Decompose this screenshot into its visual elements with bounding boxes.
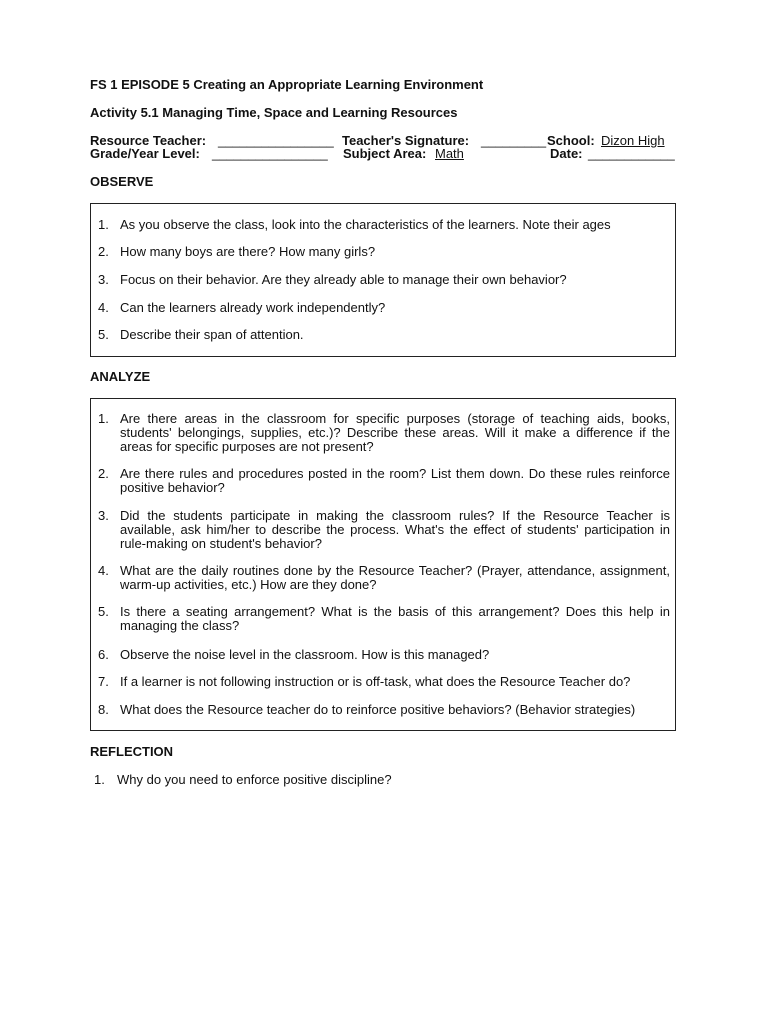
item-number: 2. — [98, 244, 109, 259]
item-text: Are there rules and procedures posted in the room? List them down. Do these rules reinforce positive behavior? — [120, 466, 670, 495]
grade-label: Grade/Year Level: — [90, 146, 200, 161]
reflection-heading: REFLECTION — [90, 744, 174, 759]
item-text: Is there a seating arrangement? What is the basis of this arrangement? Does this help in managing the class? — [120, 604, 670, 633]
document-title: FS 1 EPISODE 5 Creating an Appropriate Learning Environment — [90, 77, 484, 92]
item-number: 3. — [98, 272, 109, 287]
activity-title: Activity 5.1 Managing Time, Space and Learning Resources — [90, 105, 458, 120]
item-text: Focus on their behavior. Are they already able to manage their own behavior? — [120, 272, 567, 287]
signature-label: Teacher's Signature: — [342, 133, 470, 148]
analyze-box — [90, 398, 676, 731]
item-number: 1. — [98, 411, 109, 426]
resource-teacher-label: Resource Teacher: — [90, 133, 207, 148]
school-value: Dizon High — [601, 133, 665, 148]
item-text: What are the daily routines done by the Resource Teacher? (Prayer, attendance, assignment, warm-up activities, etc.) How are they done? — [120, 563, 670, 592]
item-text: How many boys are there? How many girls? — [120, 244, 376, 259]
item-text: As you observe the class, look into the characteristics of the learners. Note their ages — [120, 217, 611, 232]
date-blank: ____________ — [588, 146, 675, 161]
school-label: School: — [547, 133, 595, 148]
date-label: Date: — [550, 146, 583, 161]
subject-label: Subject Area: — [343, 146, 427, 161]
subject-value: Math — [435, 146, 464, 161]
item-number: 3. — [98, 508, 109, 523]
item-number: 5. — [98, 604, 109, 619]
item-number: 1. — [94, 772, 105, 787]
item-number: 2. — [98, 466, 109, 481]
item-text: If a learner is not following instruction or is off-task, what does the Resource Teacher do? — [120, 674, 631, 689]
resource-teacher-blank: ________________ — [218, 133, 334, 148]
item-number: 7. — [98, 674, 109, 689]
item-text: Describe their span of attention. — [120, 327, 304, 342]
grade-blank: ________________ — [212, 146, 328, 161]
field-row-2 — [90, 147, 690, 161]
signature-blank: _________ — [481, 133, 547, 148]
item-number: 4. — [98, 563, 109, 578]
item-text: Did the students participate in making the classroom rules? If the Resource Teacher is available, ask him/her to describe the process. What's the effect of students' participation in rule-making on student's behavior? — [120, 508, 670, 551]
item-text: Observe the noise level in the classroom. How is this managed? — [120, 647, 490, 662]
item-number: 6. — [98, 647, 109, 662]
item-number: 5. — [98, 327, 109, 342]
analyze-heading: ANALYZE — [90, 369, 151, 384]
item-number: 4. — [98, 300, 109, 315]
item-text: Can the learners already work independently? — [120, 300, 386, 315]
observe-box — [90, 203, 676, 357]
item-number: 1. — [98, 217, 109, 232]
observe-heading: OBSERVE — [90, 174, 154, 189]
item-number: 8. — [98, 702, 109, 717]
item-text: Why do you need to enforce positive discipline? — [117, 772, 392, 787]
item-text: Are there areas in the classroom for specific purposes (storage of teaching aids, books, students' belongings, supplies, etc.)? Describe these areas. Will it make a difference if the areas for specific purposes are not present? — [120, 411, 670, 454]
item-text: What does the Resource teacher do to reinforce positive behaviors? (Behavior strategies) — [120, 702, 636, 717]
